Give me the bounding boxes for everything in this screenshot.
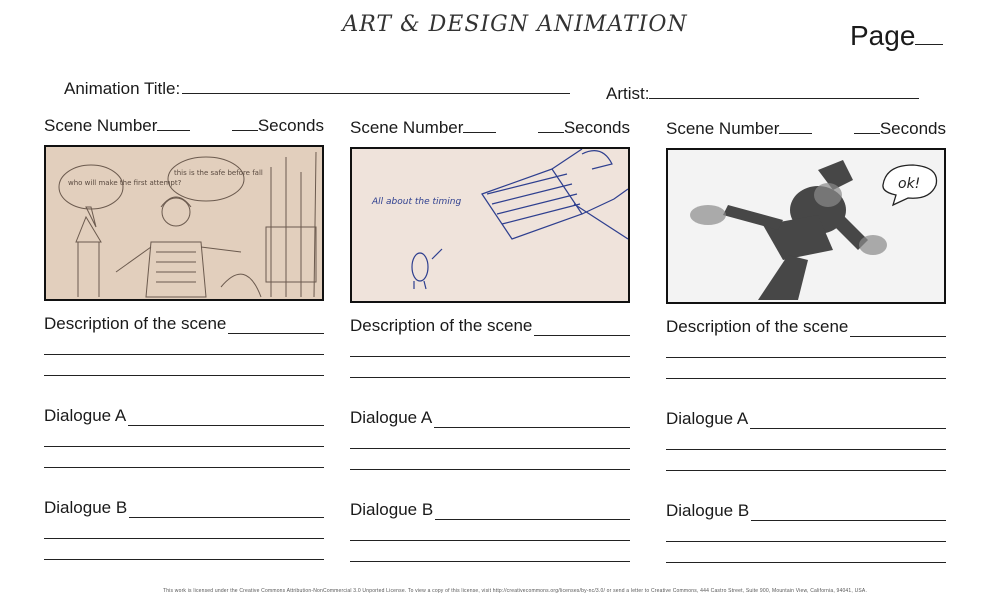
dialogue-b-line[interactable] xyxy=(350,541,630,562)
description-line[interactable] xyxy=(44,334,324,355)
seconds-blank[interactable] xyxy=(538,118,564,133)
scene-number-label: Scene Number xyxy=(666,119,780,138)
seconds-label: Seconds xyxy=(563,118,630,137)
description-label: Description of the scene xyxy=(350,316,533,335)
animation-title-label: Animation Title: xyxy=(64,79,181,98)
scene-number-label: Scene Number xyxy=(350,118,464,137)
dialogue-b-label: Dialogue B xyxy=(350,500,434,519)
description-blank[interactable] xyxy=(850,322,946,337)
worksheet-heading: ART & DESIGN ANIMATION xyxy=(342,12,688,37)
description-line[interactable] xyxy=(666,337,946,358)
dialogue-a-line[interactable] xyxy=(44,426,324,447)
dialogue-b-line[interactable] xyxy=(666,521,946,542)
scene-number-blank[interactable] xyxy=(779,119,812,134)
dialogue-b-blank[interactable] xyxy=(435,505,630,520)
dialogue-b-line[interactable] xyxy=(666,542,946,563)
dialogue-b-block xyxy=(666,501,946,563)
sketch-speech-2: this is the safe before fall xyxy=(174,169,263,177)
artist-label: Artist: xyxy=(606,84,650,103)
scene-sketch-frame xyxy=(350,147,630,303)
dialogue-a-line[interactable] xyxy=(350,428,630,449)
dialogue-a-block xyxy=(44,406,324,468)
scene-header xyxy=(666,119,946,141)
dialogue-b-label: Dialogue B xyxy=(44,498,128,517)
scene-sketch-frame xyxy=(666,148,946,304)
description-line[interactable] xyxy=(44,355,324,376)
dialogue-a-block xyxy=(350,408,630,470)
dialogue-b-label: Dialogue B xyxy=(666,501,750,520)
scene-panel-1 xyxy=(44,116,324,560)
dialogue-b-line[interactable] xyxy=(44,539,324,560)
sketch-caption: All about the timing xyxy=(372,197,462,207)
description-label: Description of the scene xyxy=(44,314,227,333)
description-line[interactable] xyxy=(666,358,946,379)
sketch-speech: ok! xyxy=(898,176,921,192)
description-blank[interactable] xyxy=(228,319,324,334)
ink-wash-sketch-image xyxy=(668,150,944,302)
description-line[interactable] xyxy=(350,357,630,378)
page-label: Page xyxy=(850,20,916,51)
dialogue-a-label: Dialogue A xyxy=(350,408,433,427)
animation-title-blank[interactable] xyxy=(182,77,570,94)
license-footer: This work is licensed under the Creative Commons Attribution-NonCommercial 3.0 Unported License. To view a copy of this license, visit http://creativecommons.org/licenses/by-nc/3.0/ or send a letter to Creative Commons, 444 Castro Street, Suite 900, Mountain View, California, 94041, USA. xyxy=(162,588,868,594)
description-block xyxy=(666,317,946,379)
pencil-sketch-image xyxy=(46,147,322,299)
scene-sketch-frame xyxy=(44,145,324,301)
dialogue-b-block xyxy=(44,498,324,560)
ink-sketch-image xyxy=(352,149,628,301)
scene-panel-3 xyxy=(666,119,946,563)
dialogue-b-blank[interactable] xyxy=(129,503,324,518)
seconds-label: Seconds xyxy=(879,119,946,138)
dialogue-a-blank[interactable] xyxy=(128,411,324,426)
scene-header xyxy=(44,116,324,138)
dialogue-b-line[interactable] xyxy=(350,520,630,541)
dialogue-b-blank[interactable] xyxy=(751,506,946,521)
dialogue-a-blank[interactable] xyxy=(434,413,630,428)
dialogue-a-line[interactable] xyxy=(350,449,630,470)
dialogue-a-label: Dialogue A xyxy=(666,409,749,428)
dialogue-a-blank[interactable] xyxy=(750,414,946,429)
scene-number-label: Scene Number xyxy=(44,116,158,135)
scene-panel-2 xyxy=(350,118,630,562)
description-line[interactable] xyxy=(350,336,630,357)
seconds-blank[interactable] xyxy=(854,119,880,134)
dialogue-a-line[interactable] xyxy=(44,447,324,468)
dialogue-b-line[interactable] xyxy=(44,518,324,539)
dialogue-b-block xyxy=(350,500,630,562)
animation-title-field[interactable] xyxy=(64,77,570,99)
seconds-label: Seconds xyxy=(257,116,324,135)
description-block xyxy=(44,314,324,376)
description-label: Description of the scene xyxy=(666,317,849,336)
scene-header xyxy=(350,118,630,140)
page-number-blank[interactable] xyxy=(915,24,943,45)
artist-blank[interactable] xyxy=(649,82,919,99)
dialogue-a-label: Dialogue A xyxy=(44,406,127,425)
sketch-speech-1: who will make the first attempt? xyxy=(68,179,182,187)
artist-field[interactable] xyxy=(606,82,919,104)
dialogue-a-block xyxy=(666,409,946,471)
dialogue-a-line[interactable] xyxy=(666,450,946,471)
seconds-blank[interactable] xyxy=(232,116,258,131)
scene-number-blank[interactable] xyxy=(157,116,190,131)
dialogue-a-line[interactable] xyxy=(666,429,946,450)
scene-number-blank[interactable] xyxy=(463,118,496,133)
description-block xyxy=(350,316,630,378)
description-blank[interactable] xyxy=(534,321,630,336)
page-number-field[interactable] xyxy=(850,20,943,52)
